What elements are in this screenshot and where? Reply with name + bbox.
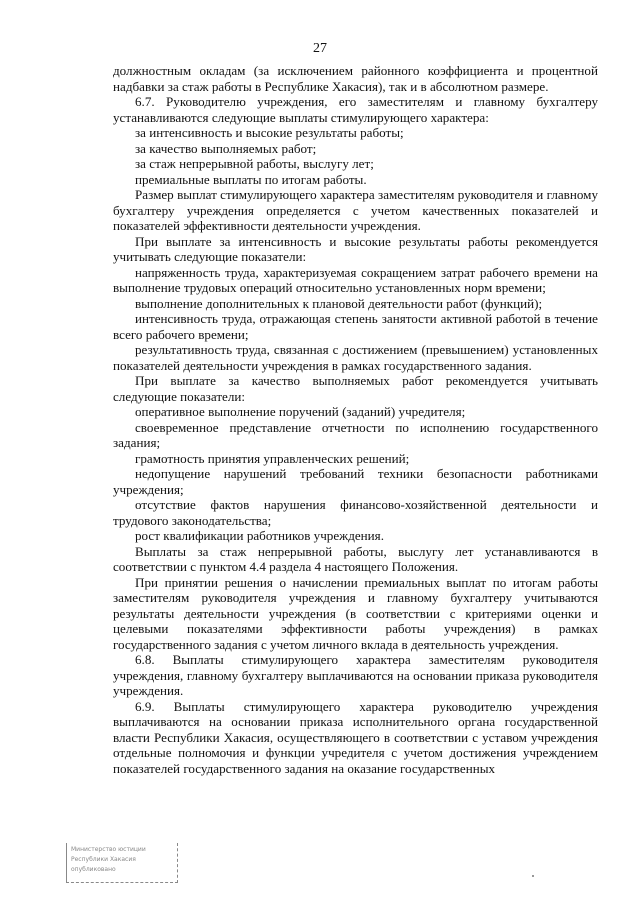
paragraph: При выплате за интенсивность и высокие результаты работы рекомендуется учитывать следующие показатели: bbox=[113, 233, 598, 264]
paragraph: При принятии решения о начислении премиальных выплат по итогам работы заместителям руководителя учреждения и главному бухгалтеру учитываются результаты деятельности учреждения (в соответствии с критериями оценки и целевыми показателями эффективности работы учреждения) в рамках государственного задания с учетом личного вклада в деятельность учреждения. bbox=[113, 574, 598, 652]
paragraph: При выплате за качество выполняемых работ рекомендуется учитывать следующие показатели: bbox=[113, 373, 598, 404]
paragraph: 6.8. Выплаты стимулирующего характера заместителям руководителя учреждения, главному бухгалтеру выплачиваются на основании приказа руководителя учреждения. bbox=[113, 652, 598, 698]
registration-stamp bbox=[66, 843, 178, 883]
paragraph: 6.7. Руководителю учреждения, его заместителям и главному бухгалтеру устанавливаются следующие выплаты стимулирующего характера: bbox=[113, 94, 598, 125]
paragraph: 6.9. Выплаты стимулирующего характера руководителю учреждения выплачиваются на основании приказа исполнительного органа государственной власти Республики Хакасия, осуществляющего в соответствии с уставом учреждения отдельные полномочия и функции учредителя с учетом достижения учреждением показателей государственного задания на оказание государственных bbox=[113, 698, 598, 776]
stamp-line: опубликовано bbox=[71, 866, 116, 873]
paragraph: выполнение дополнительных к плановой деятельности работ (функций); bbox=[135, 295, 543, 311]
paragraph: отсутствие фактов нарушения финансово-хозяйственной деятельности и трудового законодательства; bbox=[113, 497, 598, 528]
paragraph: результативность труда, связанная с достижением (превышением) установленных показателей деятельности учреждения в рамках государственного задания. bbox=[113, 342, 598, 373]
paragraph: рост квалификации работников учреждения. bbox=[135, 528, 384, 543]
paragraph: оперативное выполнение поручений (заданий) учредителя; bbox=[135, 404, 466, 419]
stamp-line: Министерство юстиции bbox=[71, 846, 146, 853]
paragraph: своевременное представление отчетности по исполнению государственного задания; bbox=[113, 419, 598, 450]
document-body bbox=[113, 63, 598, 776]
paragraph: за качество выполняемых работ; bbox=[135, 140, 317, 156]
paragraph: интенсивность труда, отражающая степень занятости активной работой в течение всего рабочего времени; bbox=[113, 311, 598, 342]
paragraph: грамотность принятия управленческих решений; bbox=[135, 450, 410, 466]
page-number: 27 bbox=[313, 41, 327, 56]
stamp-line: Республики Хакасия bbox=[71, 856, 136, 863]
paragraph: за стаж непрерывной работы, выслугу лет; bbox=[135, 156, 374, 171]
paragraph: должностным окладам (за исключением районного коэффициента и процентной надбавки за стаж работы в Республике Хакасия), так и в абсолютном размере. bbox=[113, 63, 598, 94]
paragraph: недопущение нарушений требований техники безопасности работниками учреждения; bbox=[113, 466, 598, 497]
paragraph: Выплаты за стаж непрерывной работы, выслугу лет устанавливаются в соответствии с пунктом 4.4 раздела 4 настоящего Положения. bbox=[113, 543, 598, 574]
paragraph: напряженность труда, характеризуемая сокращением затрат рабочего времени на выполнение трудовых операций относительно установленных норм времени; bbox=[113, 264, 598, 295]
paragraph: премиальные выплаты по итогам работы. bbox=[135, 171, 367, 187]
paragraph: Размер выплат стимулирующего характера заместителям руководителя и главному бухгалтеру учреждения определяется с учетом качественных показателей и показателей эффективности деятельности учреждения. bbox=[113, 187, 598, 233]
scan-speck bbox=[532, 875, 534, 877]
paragraph: за интенсивность и высокие результаты работы; bbox=[135, 125, 404, 140]
